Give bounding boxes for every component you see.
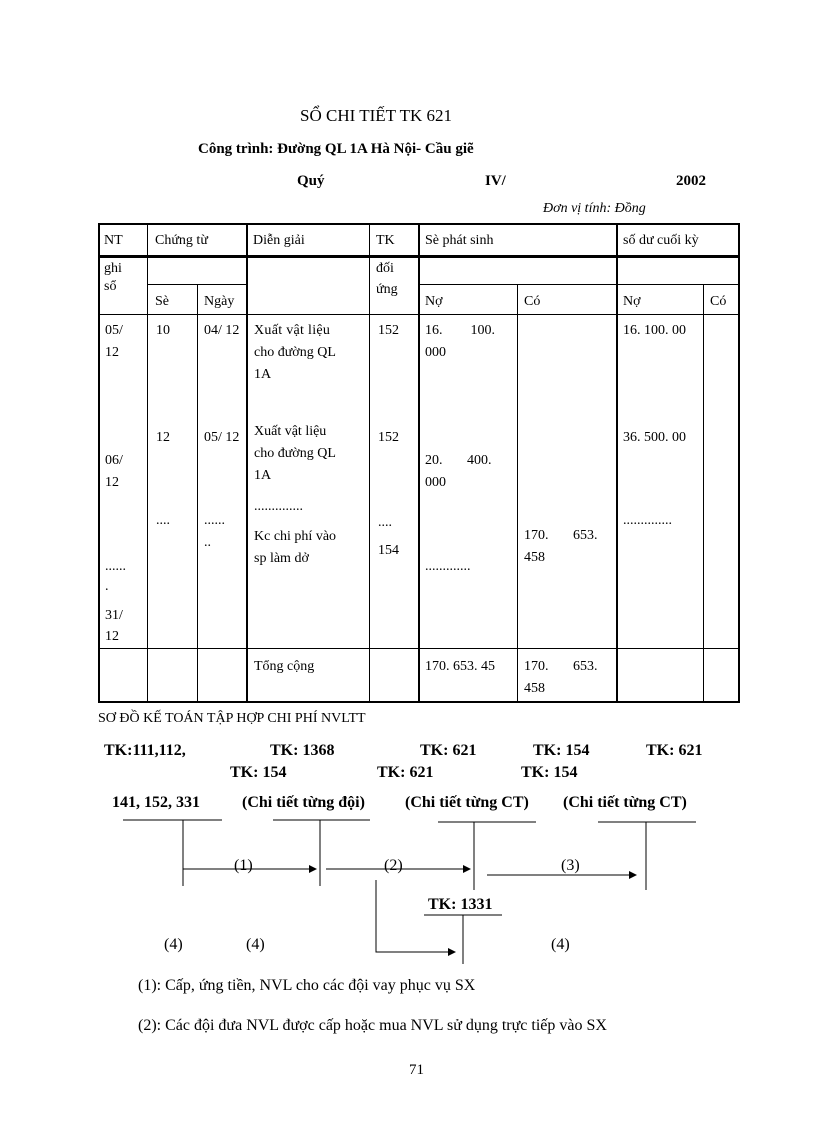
col-doi: đối <box>376 261 394 276</box>
account-codes: 141, 152, 331 <box>112 794 200 811</box>
col-ung: ứng <box>376 282 398 297</box>
col-ngay: Ngày <box>204 294 235 309</box>
col-tk: TK <box>376 233 395 248</box>
col-no: Nợ <box>425 294 443 309</box>
note-1: (1): Cấp, ứng tiền, NVL cho các đội vay phục vụ SX <box>138 977 476 994</box>
flow-step-4c: (4) <box>551 936 570 953</box>
account-tk1331: TK: 1331 <box>428 896 493 913</box>
account-tk154-b: TK: 154 <box>230 764 287 781</box>
quarter-label: Quý <box>297 173 325 189</box>
account-tk621-b: TK: 621 <box>646 742 703 759</box>
flow-step-2: (2) <box>384 857 403 874</box>
project-label: Công trình: Đường QL 1A Hà Nội- Cầu giẽ <box>198 141 474 157</box>
account-tk621-c: TK: 621 <box>377 764 434 781</box>
note-2: (2): Các đội đưa NVL được cấp hoặc mua NVL sử dụng trực tiếp vào SX <box>138 1017 607 1034</box>
col-co: Có <box>524 294 541 309</box>
account-tk1368: TK: 1368 <box>270 742 335 759</box>
col-so-du: số dư cuối kỳ <box>623 233 699 248</box>
col-du-no: Nợ <box>623 294 641 309</box>
col-nt: NT <box>104 233 123 248</box>
col-so-chung-tu: Sè <box>155 294 169 309</box>
detail-per-project-a: (Chi tiết từng CT) <box>405 794 529 811</box>
flow-step-4b: (4) <box>246 936 265 953</box>
page-title: SỔ CHI TIẾT TK 621 <box>300 106 453 125</box>
account-tk154-c: TK: 154 <box>521 764 578 781</box>
col-ghi: ghi <box>104 261 122 276</box>
col-chung-tu: Chứng từ <box>155 233 208 248</box>
quarter-value: IV/ <box>485 173 506 189</box>
account-tk111: TK:111,112, <box>104 742 186 759</box>
diagram-title: SƠ ĐỒ KẾ TOÁN TẬP HỢP CHI PHÍ NVLTT <box>98 711 366 726</box>
col-so-phat-sinh: Sè phát sinh <box>425 233 494 248</box>
flow-step-3: (3) <box>561 857 580 874</box>
col-du-co: Có <box>710 294 727 309</box>
year: 2002 <box>676 173 706 189</box>
flow-step-1: (1) <box>234 857 253 874</box>
col-dien-giai: Diễn giải <box>253 233 305 248</box>
page-number: 71 <box>409 1062 424 1078</box>
detail-per-team: (Chi tiết từng đội) <box>242 794 365 811</box>
unit-label: Đơn vị tính: Đồng <box>543 201 646 216</box>
account-tk621-a: TK: 621 <box>420 742 477 759</box>
col-so: sổ <box>104 279 117 294</box>
account-tk154-a: TK: 154 <box>533 742 590 759</box>
detail-per-project-b: (Chi tiết từng CT) <box>563 794 687 811</box>
flow-step-4a: (4) <box>164 936 183 953</box>
